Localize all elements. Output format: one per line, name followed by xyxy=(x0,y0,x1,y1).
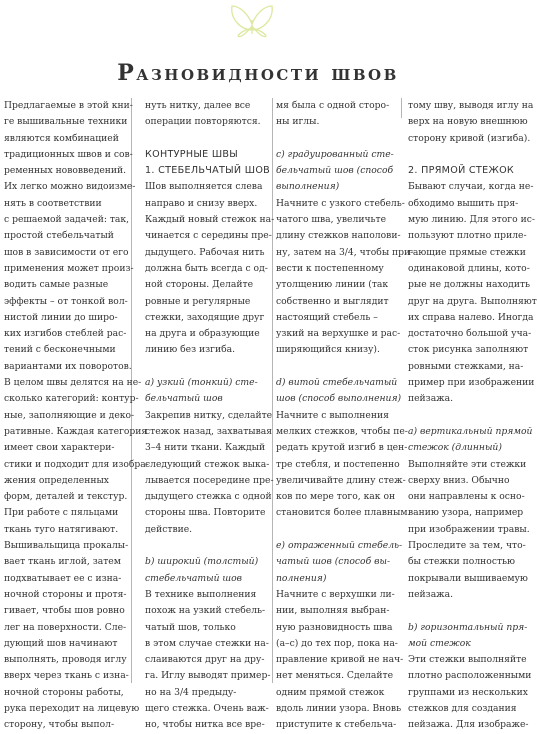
body-line: простой стебельчатый xyxy=(4,230,114,242)
body-line: тений с бесконечными xyxy=(4,344,116,356)
body-line: они направлены к осно- xyxy=(408,491,525,503)
body-line: ременных нововведений. xyxy=(4,165,127,177)
body-line: ную разновидность шва xyxy=(276,621,393,633)
body-line: сколько категорий: контур- xyxy=(4,393,139,405)
body-line: сверху вниз. Обычно xyxy=(408,474,510,486)
body-line: применения может произ- xyxy=(4,262,134,274)
body-line: ванию узора, например xyxy=(408,507,524,519)
body-line: щего стежка. Очень важ- xyxy=(145,702,269,714)
body-line: В технике выполнения xyxy=(145,588,257,600)
body-line: в этом случае стежки на- xyxy=(145,637,269,649)
body-line: Проследите за тем, что- xyxy=(408,540,526,552)
body-line: плотно расположенными xyxy=(408,670,532,682)
text-column-4 xyxy=(408,98,537,734)
body-line: действие. xyxy=(145,523,193,535)
body-line: Предлагаемые в этой кни- xyxy=(4,100,133,111)
subsection-heading: стебельчатый шов xyxy=(145,572,242,584)
body-line: бы стежки полностью xyxy=(408,556,516,568)
subsection-heading: бельчатый шов xyxy=(145,393,223,405)
subsection-heading: выполнения) xyxy=(276,181,340,193)
body-line: но, чтобы нитка все вре- xyxy=(145,719,265,731)
body-line: пример при изображении xyxy=(408,377,535,389)
body-line: увеличивайте длину стеж- xyxy=(276,474,406,486)
body-line: гивает, чтобы шов ровно xyxy=(4,605,125,617)
body-line: мелких стежков, чтобы пе- xyxy=(276,425,408,437)
subsection-heading: чатый шов (способ вы- xyxy=(276,556,391,568)
column-divider xyxy=(401,98,402,118)
body-line: группами из нескольких xyxy=(408,686,528,698)
body-line: ные, заполняющие и деко- xyxy=(4,409,135,421)
body-line: вдоль линии узора. Вновь xyxy=(276,702,402,714)
paragraph-gap xyxy=(408,147,516,163)
body-line: следующий стежок выка- xyxy=(145,458,270,470)
text-column-2 xyxy=(145,98,275,734)
body-line: ровные и регулярные xyxy=(145,295,251,307)
body-line: Шов выполняется слева xyxy=(145,181,263,193)
body-line: подхватывает ее с изна- xyxy=(4,572,122,584)
subsection-heading: полнения) xyxy=(276,572,327,584)
body-line: Закрепив нитку, сделайте xyxy=(145,409,273,421)
body-line: при изображении травы. xyxy=(408,523,530,535)
body-line: длину стежков наполови- xyxy=(276,230,401,242)
body-line: сторону, чтобы выпол- xyxy=(4,719,115,731)
body-line: ной стороны. Делайте xyxy=(145,279,254,291)
body-line: мую линию. Для этого ис- xyxy=(408,214,535,226)
body-line: ков по мере того, как он xyxy=(276,491,396,503)
paragraph-gap xyxy=(276,522,396,538)
body-line: ны иглы. xyxy=(276,116,320,128)
body-line: нистой линии до широ- xyxy=(4,311,118,323)
text-column-1 xyxy=(4,98,149,734)
body-line: ширяющийся книзу). xyxy=(276,344,380,356)
body-line: стежков для создания xyxy=(408,702,517,714)
paragraph-gap xyxy=(276,359,396,375)
body-line: на друга и образующие xyxy=(145,328,260,340)
body-line: стики и подходит для изобра- xyxy=(4,458,149,470)
body-line: жения определенных xyxy=(4,474,109,486)
subsection-heading: с) градуированный сте- xyxy=(276,148,394,160)
body-line: но на 3/4 предыду- xyxy=(145,686,237,698)
page-title: Разновидности швов xyxy=(117,60,399,86)
subsection-heading: b) широкий (толстый) xyxy=(145,556,259,568)
body-line: одним прямой стежок xyxy=(276,686,385,698)
body-line: При работе с пяльцами xyxy=(4,507,119,519)
text-column-3 xyxy=(276,98,414,734)
body-line: дыдущего стежка с одной xyxy=(145,491,272,503)
body-line: тре стебля, и постепенно xyxy=(276,458,400,470)
body-line: ге вышивальные техники xyxy=(4,116,128,128)
body-line: Эти стежки выполняйте xyxy=(408,654,527,666)
paragraph-gap xyxy=(408,603,516,619)
body-line: (а–с) до тех пор, пока на- xyxy=(276,637,398,649)
body-line: пользуют плотно приле- xyxy=(408,230,527,242)
body-line: одинаковой длины, кото- xyxy=(408,262,530,274)
body-line: собственно и выглядит xyxy=(276,295,389,307)
body-line: направо и снизу вверх. xyxy=(145,197,258,209)
body-line: традиционных швов и сов- xyxy=(4,148,133,160)
section-heading: 1. СТЕБЕЛЬЧАТЫЙ ШОВ xyxy=(145,165,271,177)
body-line: рые не должны находить xyxy=(408,279,531,291)
paragraph-gap xyxy=(408,408,516,424)
body-line: пейзажа. xyxy=(408,393,454,405)
subsection-heading: стежок (длинный) xyxy=(408,442,502,454)
body-line: 3–4 нити ткани. Каждый xyxy=(145,442,266,454)
subsection-heading: мой стежок xyxy=(408,637,471,649)
body-line: похож на узкий стебель- xyxy=(145,605,266,617)
subsection-heading: b) горизонтальный пря- xyxy=(408,621,528,633)
body-line: узкий на верхушке и рас- xyxy=(276,328,401,340)
column-divider xyxy=(272,98,273,683)
body-line: пейзажа. Для изображе- xyxy=(408,719,529,731)
subsection-heading: бельчатый шов (способ xyxy=(276,165,394,177)
body-line: достаточно большой уча- xyxy=(408,328,532,340)
body-line: нуть нитку, далее все xyxy=(145,100,251,111)
body-line: покрывали вышиваемую xyxy=(408,572,528,584)
body-line: вести к постепенному xyxy=(276,262,384,274)
body-line: их справа налево. Иногда xyxy=(408,311,534,323)
body-line: эффекты – от тонкой вол- xyxy=(4,295,128,307)
body-line: нии, выполняя выбран- xyxy=(276,605,390,617)
body-line: Бывают случаи, когда не- xyxy=(408,181,534,193)
subsection-heading: d) витой стебельчатый xyxy=(276,377,398,389)
body-line: ких изгибов стеблей рас- xyxy=(4,328,127,340)
butterfly-ornament xyxy=(222,0,282,40)
body-line: вает ткань иглой, затем xyxy=(4,556,121,568)
body-line: пейзажа. xyxy=(408,588,454,600)
body-line: обходимо вышить пря- xyxy=(408,197,519,209)
body-line: нять в соответствии xyxy=(4,197,102,209)
body-line: ровными стежками, на- xyxy=(408,360,524,372)
section-heading: 2. ПРЯМОЙ СТЕЖОК xyxy=(408,165,515,177)
body-line: Вышивальщица прокалы- xyxy=(4,540,129,552)
body-line: В целом швы делятся на не- xyxy=(4,377,142,389)
body-line: рука переходит на лицевую xyxy=(4,702,140,714)
subsection-heading: шов (способ выполнения) xyxy=(276,393,402,405)
body-line: приступите к стебельча- xyxy=(276,719,397,731)
body-line: дующий шов начинают xyxy=(4,637,118,649)
body-line: Начните с верхушки ли- xyxy=(276,588,395,600)
body-line: друг на друга. Выполняют xyxy=(408,295,537,307)
body-line: Начните с выполнения xyxy=(276,409,389,421)
subsection-heading: а) узкий (тонкий) сте- xyxy=(145,377,258,389)
body-line: редать крутой изгиб в цен- xyxy=(276,442,408,454)
paragraph-gap xyxy=(145,538,270,554)
body-line: имеет свои характери- xyxy=(4,442,115,454)
paragraph-gap xyxy=(145,359,270,375)
body-line: ночной стороны работы, xyxy=(4,686,124,698)
body-line: верх на новую внешнюю xyxy=(408,116,528,128)
body-line: стороны шва. Повторите xyxy=(145,507,266,519)
paragraph-gap xyxy=(276,131,396,147)
body-line: являются комбинацией xyxy=(4,132,119,144)
body-line: форм, деталей и текстур. xyxy=(4,491,128,503)
body-line: га. Иглу выводят пример- xyxy=(145,670,271,682)
body-line: должна быть всегда с од- xyxy=(145,262,268,274)
body-line: гающие прямые стежки xyxy=(408,246,526,258)
body-line: утолщению линии (так xyxy=(276,279,389,291)
body-line: становится более плавным. xyxy=(276,507,411,519)
subsection-heading: е) отраженный стебель- xyxy=(276,540,403,552)
body-line: водить самые разные xyxy=(4,279,109,291)
body-line: Выполняйте эти стежки xyxy=(408,458,527,470)
body-line: тому шву, выводя иглу на xyxy=(408,100,534,111)
body-line: сток рисунка заполняют xyxy=(408,344,529,356)
body-line: чинается с середины пре- xyxy=(145,230,272,242)
body-line: настоящий стебель – xyxy=(276,311,378,323)
body-line: Их легко можно видоизме- xyxy=(4,181,136,193)
body-line: вверх через ткань с изна- xyxy=(4,670,129,682)
body-line: чатый шов, только xyxy=(145,621,236,633)
paragraph-gap xyxy=(145,131,270,147)
body-line: шов в зависимости от его xyxy=(4,246,129,258)
body-line: выполнять, проводя иглу xyxy=(4,654,127,666)
body-line: лывается посередине пре- xyxy=(145,474,274,486)
body-line: вариантами их поворотов. xyxy=(4,360,132,372)
body-line: слаиваются друг на дру- xyxy=(145,654,265,666)
body-line: Каждый новый стежок на- xyxy=(145,214,275,226)
body-line: ративные. Каждая категория xyxy=(4,425,148,437)
body-line: операции повторяются. xyxy=(145,116,261,128)
section-heading: КОНТУРНЫЕ ШВЫ xyxy=(145,148,239,160)
body-line: ну, затем на 3/4, чтобы при- xyxy=(276,246,414,258)
subsection-heading: а) вертикальный прямой xyxy=(408,425,533,437)
body-line: с решаемой задачей: так, xyxy=(4,214,130,226)
body-line: Начните с узкого стебель- xyxy=(276,197,405,209)
body-line: правление кривой не нач- xyxy=(276,654,404,666)
body-line: ночной стороны и протя- xyxy=(4,588,127,600)
body-line: мя была с одной сторо- xyxy=(276,100,390,111)
body-line: стежки, заходящие друг xyxy=(145,311,265,323)
body-line: лег на поверхности. Сле- xyxy=(4,621,127,633)
body-line: линию без изгиба. xyxy=(145,344,236,356)
body-line: нет меняться. Сделайте xyxy=(276,670,394,682)
body-line: дыдущего. Рабочая нить xyxy=(145,246,265,258)
body-line: ткань туго натягивают. xyxy=(4,523,119,535)
body-line: стежок назад, захватывая xyxy=(145,425,273,437)
body-line: сторону кривой (изгиба). xyxy=(408,132,531,144)
body-line: чатого шва, увеличьте xyxy=(276,214,387,226)
